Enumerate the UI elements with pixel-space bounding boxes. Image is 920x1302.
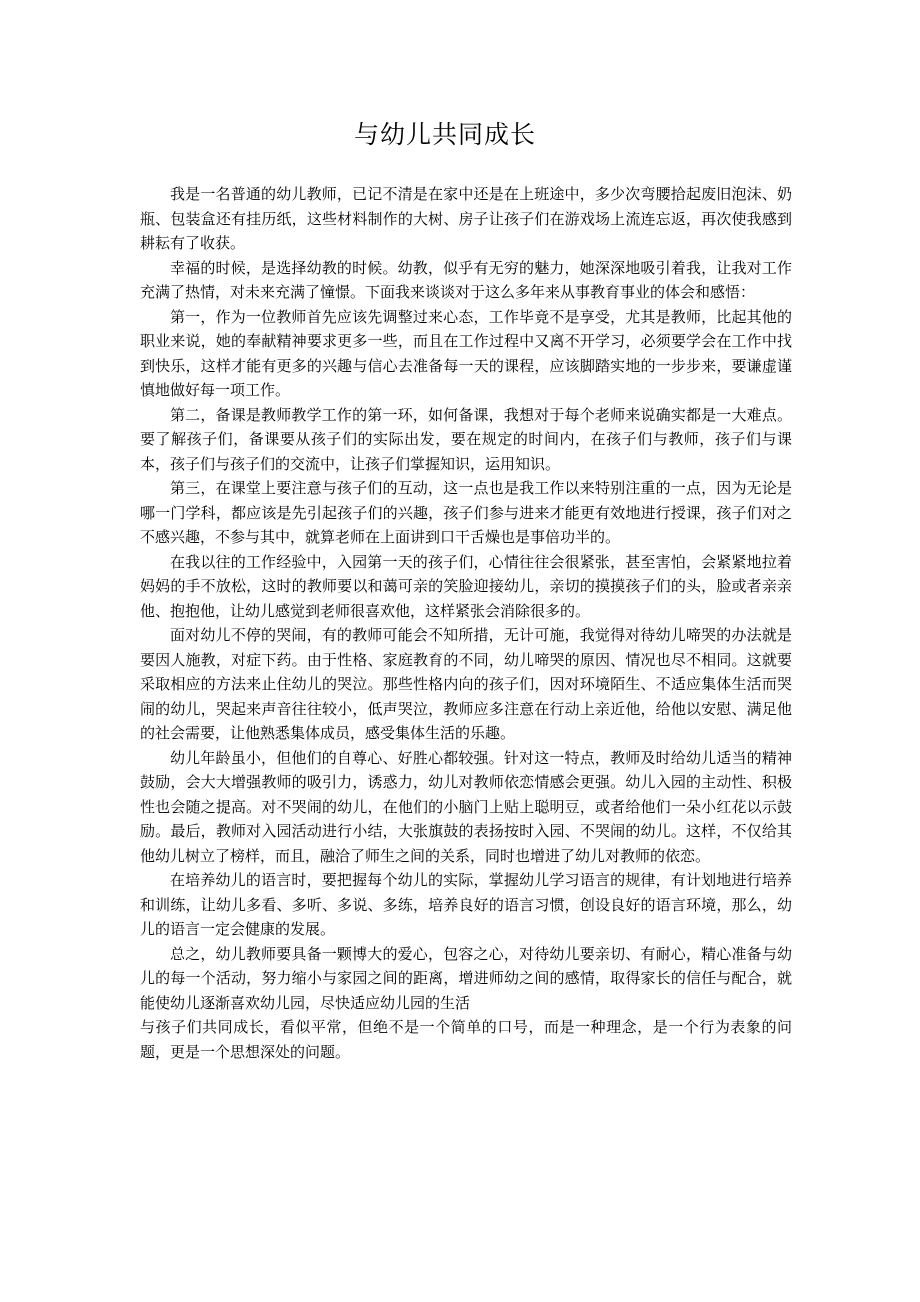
- document-body: [140, 182, 792, 1064]
- paragraph-summary: 总之，幼儿教师要具备一颗博大的爱心，包容之心，对待幼儿要亲切、有耐心，精心准备与幼儿的每一个活动，努力缩小与家园之间的距离，增进师幼之间的感情，取得家长的信任与配合，就能使幼儿逐渐喜欢幼儿园，尽快适应幼儿园的生活: [140, 944, 792, 1012]
- paragraph-first-day: 在我以往的工作经验中，入园第一天的孩子们，心情往往会很紧张，甚至害怕，会紧紧地拉着妈妈的手不放松，这时的教师要以和蔼可亲的笑脸迎接幼儿，亲切的摸摸孩子们的头，脸或者亲亲他、抱抱他，让幼儿感觉到老师很喜欢他，这样紧张会消除很多的。: [140, 552, 792, 620]
- paragraph-conclusion: 与孩子们共同成长，看似平常，但绝不是一个简单的口号，而是一种理念，是一个行为表象的问题，更是一个思想深处的问题。: [140, 1018, 792, 1061]
- paragraph-second-point: 第二，备课是教师教学工作的第一环，如何备课，我想对于每个老师来说确实都是一大难点。要了解孩子们，备课要从孩子们的实际出发，要在规定的时间内，在孩子们与教师，孩子们与课本，孩子们与孩子们的交流中，让孩子们掌握知识，运用知识。: [140, 405, 792, 473]
- paragraph-first-point: 第一，作为一位教师首先应该先调整过来心态，工作毕竟不是享受，尤其是教师，比起其他的职业来说，她的奉献精神要求更多一些，而且在工作过程中又离不开学习，必须要学会在工作中找到快乐，这样才能有更多的兴趣与信心去准备每一天的课程，应该脚踏实地的一步步来，要谦虚谨慎地做好每一项工作。: [140, 307, 792, 399]
- paragraph-encouragement: 幼儿年龄虽小，但他们的自尊心、好胜心都较强。针对这一特点，教师及时给幼儿适当的精神鼓励，会大大增强教师的吸引力，诱惑力，幼儿对教师依恋情感会更强。幼儿入园的主动性、积极性也会随之提高。对不哭闹的幼儿，在他们的小脑门上贴上聪明豆，或者给他们一朵小红花以示鼓励。最后，教师对入园活动进行小结，大张旗鼓的表扬按时入园、不哭闹的幼儿。这样，不仅给其他幼儿树立了榜样，而且，融洽了师生之间的关系，同时也增进了幼儿对教师的依恋。: [140, 748, 792, 865]
- paragraph-third-point: 第三，在课堂上要注意与孩子们的互动，这一点也是我工作以来特别注重的一点，因为无论是哪一门学科，都应该是先引起孩子们的兴趣，孩子们参与进来才能更有效地进行授课，孩子们对之不感兴趣，不参与其中，就算老师在上面讲到口干舌燥也是事倍功半的。: [140, 479, 792, 546]
- paragraph-crying: 面对幼儿不停的哭闹，有的教师可能会不知所措，无计可施，我觉得对待幼儿啼哭的办法就是要因人施教，对症下药。由于性格、家庭教育的不同，幼儿啼哭的原因、情况也尽不相同。这就要采取相应的方法来止住幼儿的哭泣。那些性格内向的孩子们，因对环境陌生、不适应集体生活而哭闹的幼儿，哭起来声音往往较小，低声哭泣，教师应多注意在行动上亲近他，给他以安慰、满足他的社会需要，让他熟悉集体成员，感受集体生活的乐趣。: [140, 626, 792, 742]
- paragraph-happiness: 幸福的时候，是选择幼教的时候。幼教，似乎有无穷的魅力，她深深地吸引着我，让我对工作充满了热情，对未来充满了憧憬。下面我来谈谈对于这么多年来从事教育事业的体会和感悟：: [140, 258, 792, 301]
- paragraph-language: 在培养幼儿的语言时，要把握每个幼儿的实际，掌握幼儿学习语言的规律，有计划地进行培养和训练，让幼儿多看、多听、多说、多练，培养良好的语言习惯，创设良好的语言环境，那么，幼儿的语言一定会健康的发展。: [140, 871, 792, 938]
- document-title: 与幼儿共同成长: [353, 120, 536, 149]
- paragraph-intro: 我是一名普通的幼儿教师，已记不清是在家中还是在上班途中，多少次弯腰拾起废旧泡沫、奶瓶、包装盒还有挂历纸，这些材料制作的大树、房子让孩子们在游戏场上流连忘返，再次使我感到耕耘有了收获。: [140, 185, 792, 252]
